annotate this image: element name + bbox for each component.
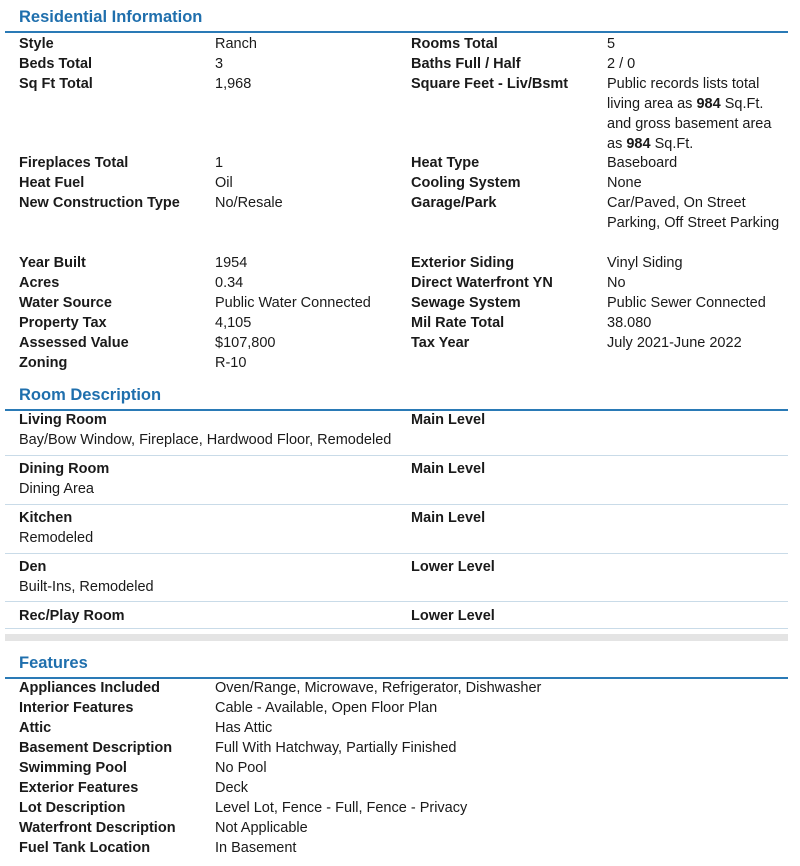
field-label: Cooling System — [411, 175, 521, 191]
field-value: Ranch — [215, 36, 257, 52]
room-desc: Remodeled — [19, 530, 94, 546]
field-label: Year Built — [19, 255, 86, 271]
field-value: No/Resale — [215, 195, 283, 211]
field-label: Style — [19, 36, 54, 52]
room-divider — [5, 553, 788, 554]
field-label: Baths Full / Half — [411, 56, 521, 72]
field-value: 2 / 0 — [607, 56, 636, 72]
field-value: None — [607, 175, 642, 191]
feature-label: Attic — [19, 720, 52, 736]
field-value: 5 — [607, 36, 616, 52]
field-value: Baseboard — [607, 155, 678, 171]
sqft-living-value: 984 — [696, 96, 721, 112]
field-label: Rooms Total — [411, 36, 498, 52]
feature-label: Interior Features — [19, 700, 134, 716]
feature-value: Full With Hatchway, Partially Finished — [215, 740, 457, 756]
field-label: Tax Year — [411, 335, 470, 351]
residential-divider — [5, 31, 788, 33]
room-desc: Bay/Bow Window, Fireplace, Hardwood Floor, Remodeled — [19, 432, 392, 448]
room-divider — [5, 455, 788, 456]
field-label: Garage/Park — [411, 195, 497, 211]
field-value: $107,800 — [215, 335, 276, 351]
field-label: Mil Rate Total — [411, 315, 505, 331]
rooms-divider — [5, 409, 788, 411]
field-value: 1954 — [215, 255, 248, 271]
field-value: 1 — [215, 155, 224, 171]
feature-value: Cable - Available, Open Floor Plan — [215, 700, 438, 716]
feature-label: Exterior Features — [19, 780, 139, 796]
room-name: Living Room — [19, 412, 107, 428]
feature-value: Not Applicable — [215, 820, 308, 836]
sqft-basement-value: 984 — [626, 136, 651, 152]
room-level: Main Level — [411, 412, 486, 428]
field-label: Water Source — [19, 295, 112, 311]
field-label: Square Feet - Liv/Bsmt — [411, 76, 569, 92]
room-desc: Dining Area — [19, 481, 94, 497]
room-level: Lower Level — [411, 559, 495, 575]
field-value: 38.080 — [607, 315, 652, 331]
room-name: Rec/Play Room — [19, 608, 125, 624]
sqft-note-text: Sq.Ft. — [654, 136, 694, 152]
field-label: Property Tax — [19, 315, 107, 331]
feature-label: Basement Description — [19, 740, 173, 756]
field-value: Public Sewer Connected — [607, 295, 766, 311]
field-label: Beds Total — [19, 56, 93, 72]
feature-value: No Pool — [215, 760, 267, 776]
field-value: No — [607, 275, 626, 291]
feature-value: Oven/Range, Microwave, Refrigerator, Dishwasher — [215, 680, 542, 696]
feature-label: Waterfront Description — [19, 820, 176, 836]
field-label: Exterior Siding — [411, 255, 515, 271]
field-value: 1,968 — [215, 76, 252, 92]
feature-value: Has Attic — [215, 720, 273, 736]
room-level: Lower Level — [411, 608, 495, 624]
feature-label: Fuel Tank Location — [19, 840, 151, 856]
field-value: Vinyl Siding — [607, 255, 683, 271]
feature-label: Lot Description — [19, 800, 126, 816]
feature-value: Deck — [215, 780, 249, 796]
sqft-note-text: Sq.Ft. and gross basement area as — [607, 96, 772, 152]
feature-value: Level Lot, Fence - Full, Fence - Privacy — [215, 800, 468, 816]
room-name: Kitchen — [19, 510, 73, 526]
rooms-title: Room Description — [19, 386, 162, 404]
field-label: New Construction Type — [19, 195, 180, 211]
sqft-note — [607, 74, 787, 154]
room-desc: Built-Ins, Remodeled — [19, 579, 154, 595]
residential-title: Residential Information — [19, 8, 203, 26]
room-level: Main Level — [411, 510, 486, 526]
field-label: Acres — [19, 275, 60, 291]
features-title: Features — [19, 654, 88, 672]
feature-label: Appliances Included — [19, 680, 160, 696]
feature-value: In Basement — [215, 840, 297, 856]
field-label: Heat Type — [411, 155, 480, 171]
field-label: Sewage System — [411, 295, 521, 311]
section-separator — [5, 634, 788, 641]
field-value: 3 — [215, 56, 224, 72]
feature-label: Swimming Pool — [19, 760, 127, 776]
room-level: Main Level — [411, 461, 486, 477]
field-label: Fireplaces Total — [19, 155, 129, 171]
room-divider — [5, 628, 788, 629]
field-value: July 2021-June 2022 — [607, 335, 742, 351]
room-name: Dining Room — [19, 461, 110, 477]
field-value: Car/Paved, On Street Parking, Off Street Parking — [607, 195, 780, 231]
room-divider — [5, 601, 788, 602]
field-value: 4,105 — [215, 315, 252, 331]
room-divider — [5, 504, 788, 505]
field-value: Public Water Connected — [215, 295, 371, 311]
room-name: Den — [19, 559, 47, 575]
field-label: Sq Ft Total — [19, 76, 93, 92]
sqft-note-text: Public records lists total living area as — [607, 76, 760, 112]
field-label: Heat Fuel — [19, 175, 85, 191]
field-label: Direct Waterfront YN — [411, 275, 553, 291]
field-value: R-10 — [215, 355, 247, 371]
field-label: Assessed Value — [19, 335, 129, 351]
field-label: Zoning — [19, 355, 68, 371]
field-value: Oil — [215, 175, 233, 191]
field-value: 0.34 — [215, 275, 244, 291]
